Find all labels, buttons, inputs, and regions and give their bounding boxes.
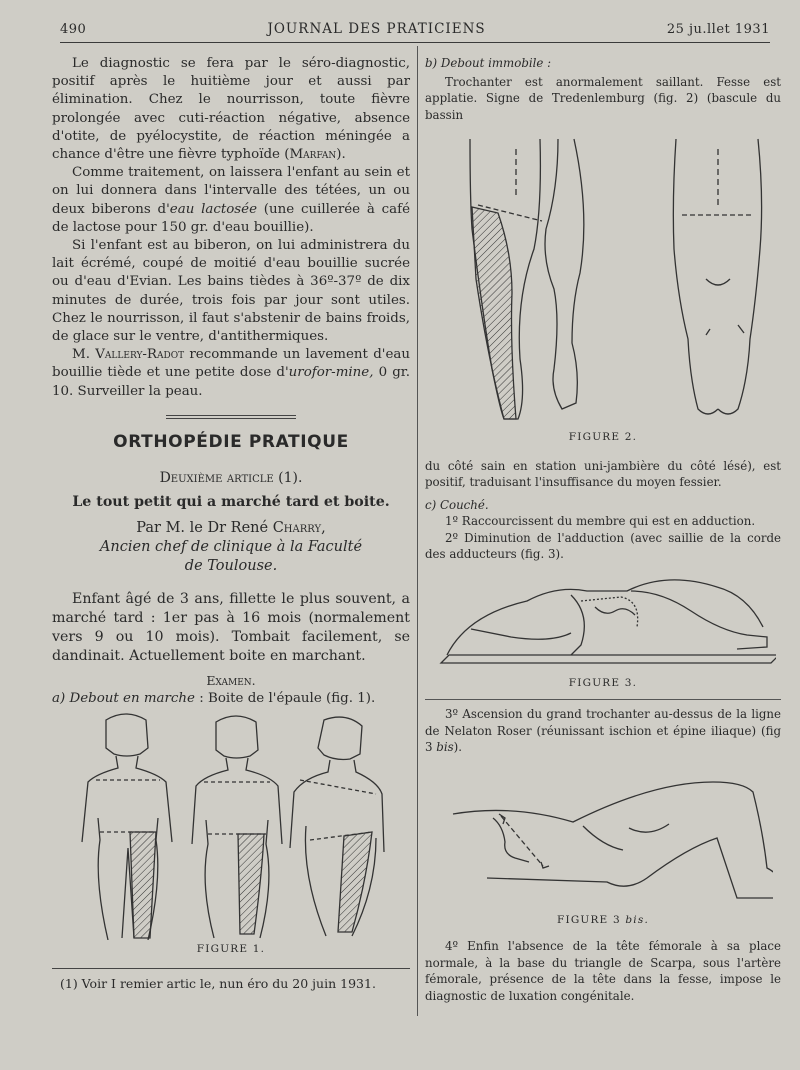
paragraph-diagnostic: Le diagnostic se fera par le séro-diagnostic, positif après le huitième jour et aussi par élimination. Chez le nourrisson, toute fièvre prolongée avec cuti-réaction négative, absence d'otite, de pyélocystite, de réaction méningée a chance d'être une fièvre typhoïde (Marfan). <box>52 56 410 163</box>
item-a: a) Debout en marche : Boite de l'épaule (fig. 1). <box>52 690 376 706</box>
item-c4: 4º Enfin l'absence de la tête fémorale à sa place normale, à la base du triangle de Scarpa, sous l'artère fémorale, présence de la tête dans la fesse, impose le diagnostic de luxation congénitale. <box>425 939 781 1003</box>
article-title: Le tout petit qui a marché tard et boite. <box>72 494 390 511</box>
paragraph-biberon: Si l'enfant est au biberon, on lui administrera du lait écrémé, coupé de moitié d'eau bouillie sucrée ou d'eau d'Evian. Les bains tièdes à 36º-37º de dix minutes de durée, trois fois par jour sont utiles. Chez le nourrisson, il faut s'abstenir de bains froids, de glace sur le ventre, d'antithermiques. <box>52 238 410 345</box>
figure-3bis-caption: FIGURE 3 bis. <box>556 913 649 926</box>
section-separator <box>166 415 296 419</box>
item-c-label: c) Couché. <box>425 497 489 512</box>
figure-3bis-illustration <box>433 762 773 912</box>
section-title: ORTHOPÉDIE PRATIQUE <box>113 431 349 452</box>
right-column <box>425 55 781 1004</box>
item-c3: 3º Ascension du grand trochanter au-dessus de la ligne de Nelaton Roser (réunissant ischion et épine iliaque) (fig 3 bis). <box>425 707 781 754</box>
page-number: 490 <box>60 21 87 37</box>
item-b-label: b) Debout immobile : <box>425 56 552 70</box>
issue-date: 25 ju.llet 1931 <box>666 21 770 37</box>
paragraph-case: Enfant âgé de 3 ans, fillette le plus souvent, a marché tard : 1er pas à 16 mois (normalement vers 9 ou 10 mois). Tombait facilement, se dandinait. Actuellement boite en marchant. <box>52 590 410 664</box>
header-rule <box>60 42 770 43</box>
figure-1-illustration <box>66 708 396 940</box>
paragraph-b: Trochanter est anormalement saillant. Fesse est applatie. Signe de Tredenlemburg (fig. 2) (bascule du bassin <box>425 74 781 122</box>
author-line: Par M. le Dr René Charry, <box>136 520 326 537</box>
figure-3-caption: FIGURE 3. <box>568 676 638 689</box>
figure-2-illustration <box>438 129 768 429</box>
examen-heading: Examen. <box>206 672 256 688</box>
column-divider <box>417 46 418 1016</box>
right-divider <box>425 699 781 700</box>
item-c2: 2º Diminution de l'adduction (avec saillie de la corde des adducteurs (fig. 3). <box>425 530 781 561</box>
figure-2-caption: FIGURE 2. <box>568 431 638 443</box>
paragraph-b-cont: du côté sain en station uni-jambière du côté lésé), est positif, traduisant l'insuffisance du moyen fessier. <box>425 458 781 489</box>
paragraph-vallery-radot: M. Vallery-Radot recommande un lavement d'eau bouillie tiède et une petite dose d'urofor-mine, 0 gr. 10. Surveiller la peau. <box>52 347 410 399</box>
footnote: (1) Voir I remier artic le, nun éro du 20 juin 1931. <box>60 976 376 992</box>
left-column <box>52 55 410 993</box>
article-number: Deuxième article (1). <box>159 470 303 487</box>
footnote-rule <box>52 968 410 969</box>
page-header <box>60 18 770 40</box>
paragraph-traitement: Comme traitement, on laissera l'enfant au sein et on lui donnera dans l'intervalle des tétées, un ou deux biberons d'eau lactosée (une cuillerée à café de lactose pour 150 gr. d'eau bouillie). <box>52 165 410 235</box>
author-affiliation: Ancien chef de clinique à la Faculté de Toulouse. <box>99 538 363 574</box>
item-c1: 1º Raccourcissent du membre qui est en adduction. <box>445 514 756 528</box>
figure-1-caption: FIGURE 1. <box>196 943 266 956</box>
journal-title: JOURNAL DES PRATICIENS <box>267 21 486 37</box>
figure-3-illustration <box>431 567 776 675</box>
